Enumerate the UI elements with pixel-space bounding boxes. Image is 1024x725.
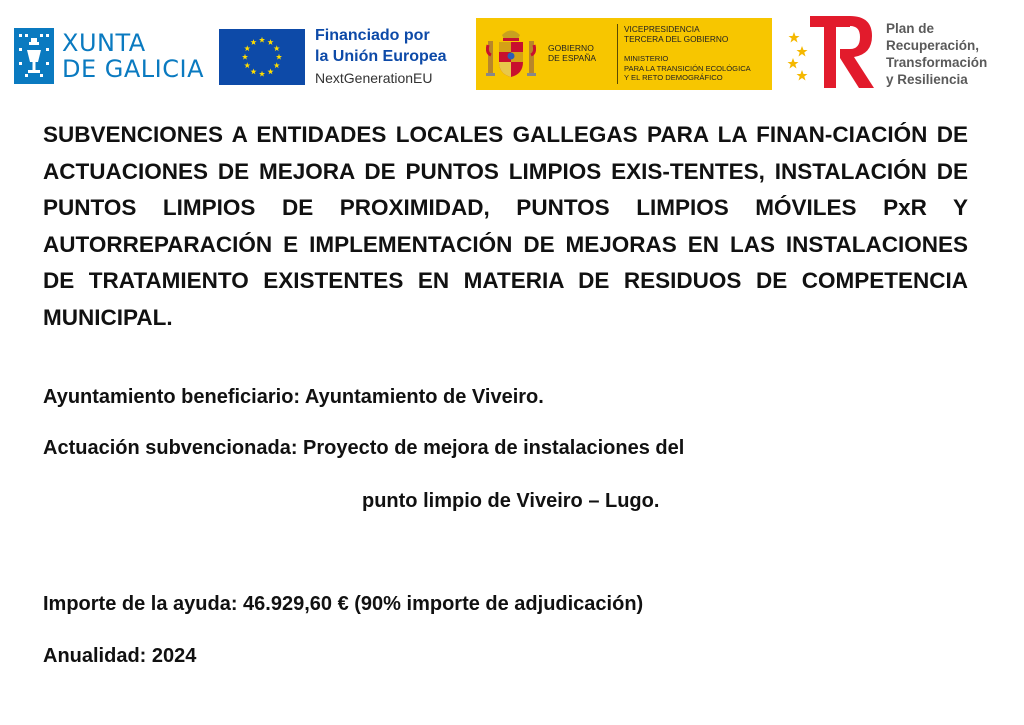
- grant-title: SUBVENCIONES A ENTIDADES LOCALES GALLEGAS PARA LA FINAN-CIACIÓN DE ACTUACIONES DE MEJORA DE PUNTOS LIMPIOS EXIS-TENTES, INSTALACIÓN DE PUNTOS LIMPIOS DE PROXIMIDAD, PUNTOS LIMPIOS MÓVILES PxR Y AUTORREPARACIÓN E IMPLEMENTACIÓN DE MEJORAS EN LAS INSTALACIONES DE TRATAMIENTO EXISTENTES EN MATERIA DE RESIDUOS DE COMPETENCIA MUNICIPAL.: [43, 122, 968, 330]
- xunta-line1: XUNTA: [62, 29, 146, 57]
- gobierno-name: GOBIERNO DE ESPAÑA: [548, 43, 597, 63]
- actuacion-subvencionada-line2: punto limpio de Viveiro – Lugo.: [362, 490, 660, 512]
- xunta-shield-icon: [14, 28, 54, 84]
- actuacion-subvencionada-line1: Actuación subvencionada: Proyecto de mejora de instalaciones del: [43, 437, 685, 459]
- eu-flag-icon: [219, 29, 305, 85]
- ministerio-text: MINISTERIO PARA LA TRANSICIÓN ECOLÓGICA Y EL RETO DEMOGRÁFICO: [624, 54, 751, 82]
- eu-line2: la Unión Europea: [315, 48, 447, 65]
- eu-line3: NextGenerationEU: [315, 70, 433, 86]
- eu-line1: Financiado por: [315, 27, 430, 44]
- importe-ayuda: Importe de la ayuda: 46.929,60 € (90% importe de adjudicación): [43, 593, 644, 615]
- plan-recuperacion-logo: [784, 12, 1020, 92]
- ayuntamiento-beneficiario: Ayuntamiento beneficiario: Ayuntamiento de Viveiro.: [43, 386, 544, 408]
- prtr-mark-icon: [784, 12, 876, 90]
- xunta-text: [62, 30, 204, 82]
- gobierno-divider: [617, 24, 618, 84]
- prtr-text: Plan de Recuperación, Transformación y Resiliencia: [886, 21, 988, 87]
- gobierno-espana-logo: [476, 18, 772, 90]
- xunta-galicia-logo: [14, 28, 214, 86]
- anualidad: Anualidad: 2024: [43, 645, 197, 667]
- vicepresidencia-text: VICEPRESIDENCIA TERCERA DEL GOBIERNO: [624, 24, 729, 44]
- logo-strip: [0, 0, 1024, 100]
- coat-of-arms-icon: [486, 25, 536, 83]
- xunta-line2: DE GALICIA: [62, 55, 204, 83]
- eu-funding-logo: [219, 27, 469, 89]
